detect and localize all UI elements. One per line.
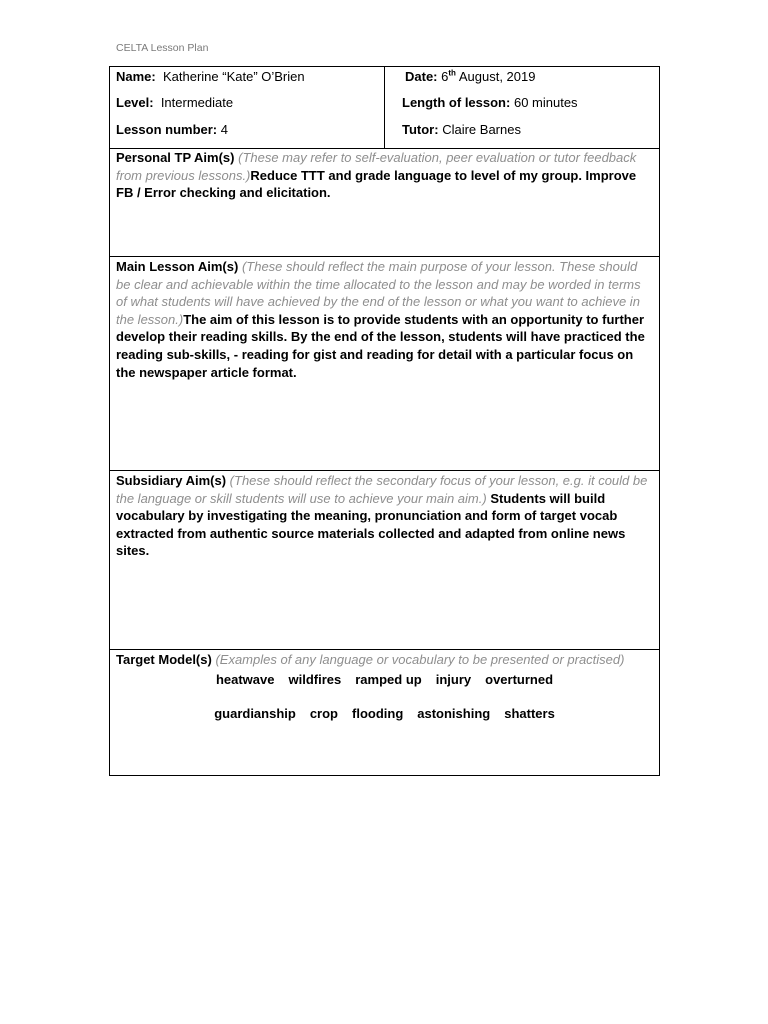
vocab-word: ramped up xyxy=(355,671,422,687)
subsidiary-aim-note: (These should reflect the secondary focus of your lesson, e.g. it could be the language or skill students will use to achieve your main aim.) xyxy=(116,473,648,506)
lesson-plan-table xyxy=(109,66,660,776)
subsidiary-aim-text: Students will build vocabulary by investigating the meaning, pronunciation and form of target vocab extracted from authentic source materials collected and adapted from online news sites. xyxy=(116,490,626,559)
target-model-label: Target Model(s) xyxy=(116,652,212,667)
date-label: Date: xyxy=(405,69,438,84)
lesson-info-right xyxy=(385,67,659,148)
name-label: Name: xyxy=(116,69,156,84)
vocab-word: guardianship xyxy=(214,706,296,722)
main-aim-label: Main Lesson Aim(s) xyxy=(116,259,239,274)
date-rest: August, 2019 xyxy=(458,69,536,84)
tutor-value: Claire Barnes xyxy=(442,122,521,137)
date-suffix: th xyxy=(448,68,456,78)
length-line xyxy=(402,94,578,112)
date-line xyxy=(405,68,535,86)
vocab-word: shatters xyxy=(504,706,555,722)
subsidiary-aims-section xyxy=(110,471,659,650)
lesson-info-left xyxy=(110,67,385,148)
vocab-word: injury xyxy=(435,671,472,687)
vocab-word: crop xyxy=(309,706,338,722)
lesson-number-value: 4 xyxy=(220,122,228,137)
main-aim-note: (These should reflect the main purpose of your lesson. These should be clear and achievable within the time allocated to the lesson and may be worded in terms of what students will have achieved by the end of the lesson or what you want to achieve in the lesson.) xyxy=(116,259,641,327)
name-line xyxy=(116,68,305,86)
name-value: Katherine “Kate” O’Brien xyxy=(162,69,305,84)
level-line xyxy=(116,94,233,112)
personal-tp-note: (These may refer to self-evaluation, peer evaluation or tutor feedback from previous lessons.) xyxy=(116,150,637,183)
target-vocab-row-2 xyxy=(116,705,653,723)
lesson-info-row xyxy=(110,67,659,149)
vocab-word: heatwave xyxy=(215,671,275,687)
personal-tp-label: Personal TP Aim(s) xyxy=(116,150,235,165)
lesson-number-label: Lesson number: xyxy=(116,122,218,137)
vocab-word: overturned xyxy=(485,671,554,687)
target-models-section xyxy=(110,650,659,775)
vocab-word: flooding xyxy=(352,706,404,722)
personal-tp-text: Reduce TTT and grade language to level of my group. Improve FB / Error checking and elicitation. xyxy=(116,167,637,201)
tutor-line xyxy=(402,121,521,139)
document-header: CELTA Lesson Plan xyxy=(116,42,209,54)
target-model-note: (Examples of any language or vocabulary to be presented or practised) xyxy=(215,652,625,667)
level-value: Intermediate xyxy=(160,95,234,110)
vocab-word: astonishing xyxy=(417,706,491,722)
main-aim-text: The aim of this lesson is to provide students with an opportunity to further develop their reading skills. By the end of the lesson, students will have practiced the reading sub-skills, - reading for gist and reading for detail with a particular focus on the newspaper article format. xyxy=(116,311,645,380)
target-vocab-row-1 xyxy=(116,671,653,689)
subsidiary-aim-label: Subsidiary Aim(s) xyxy=(116,473,227,488)
main-lesson-aims-section xyxy=(110,257,659,471)
length-value: 60 minutes xyxy=(513,95,578,110)
personal-tp-aims-section xyxy=(110,149,659,257)
vocab-word: wildfires xyxy=(288,671,342,687)
tutor-label: Tutor: xyxy=(402,122,439,137)
level-label: Level: xyxy=(116,95,154,110)
date-day: 6 xyxy=(441,69,449,84)
lesson-number-line xyxy=(116,121,228,139)
length-label: Length of lesson: xyxy=(402,95,511,110)
